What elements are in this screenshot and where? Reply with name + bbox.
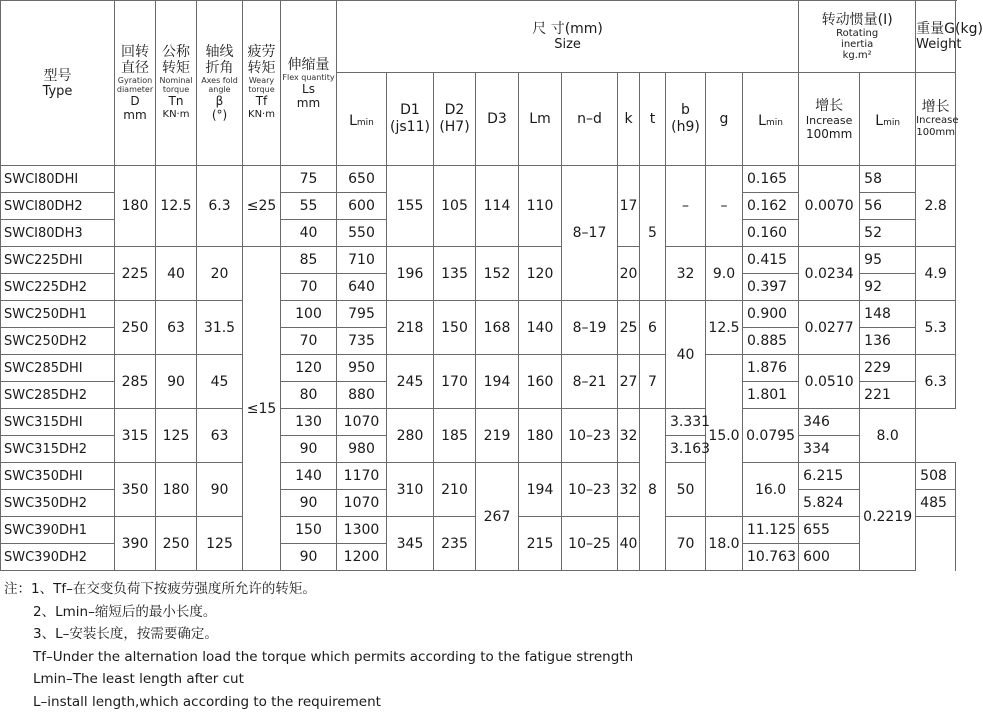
cell-ls: 90 [281,490,337,517]
cell-lmin: 550 [337,220,387,247]
cell-lmin: 1070 [337,490,387,517]
cell-d2: 210 [434,463,476,517]
header-axes-unit: (°) [211,108,228,122]
cell-k: 32 [618,463,640,517]
cell-d3: 152 [476,247,519,301]
cell-lmin: 795 [337,301,387,328]
header-type-zh: 型号 [43,67,72,84]
header-t [640,73,666,166]
cell-d2: 105 [434,166,476,247]
table-row-model: SWC225DHI [1,247,115,274]
cell-inertia: 0.900 [743,301,799,328]
cell-beta: 31.5 [197,301,243,355]
cell-tn: 125 [156,409,197,463]
header-nominal-sym: Tn [168,94,184,108]
cell-weight: 56 [860,193,916,220]
header-weary-zh1: 疲劳 [247,44,276,60]
cell-inertia: 1.801 [743,382,799,409]
table-row-model: SWCI80DHI [1,166,115,193]
cell-t: 5 [640,166,666,301]
header-axes-zh2: 折角 [205,60,234,76]
cell-k: 40 [618,517,640,571]
cell-weight: 148 [860,301,916,328]
cell-lmin: 600 [337,193,387,220]
cell-beta: 63 [197,409,243,463]
header-b-tol: (h9) [671,119,700,135]
header-b-label: b [681,102,690,118]
cell-ls: 100 [281,301,337,328]
cell-lm: 120 [519,247,562,301]
header-inertia-lmin-sub: min [765,117,783,128]
cell-inertia-increase: 0.2219 [860,463,916,571]
table-row-model: SWC285DH2 [1,382,115,409]
cell-d3: 114 [476,166,519,247]
cell-ls: 90 [281,436,337,463]
cell-inertia: 0.415 [743,247,799,274]
header-gyration-sym: D [130,94,140,108]
header-d1 [387,73,434,166]
cell-lmin: 640 [337,274,387,301]
header-inertia-zh: 转动惯量(I) [821,11,893,28]
cell-d: 180 [115,166,156,247]
cell-weight: 95 [860,247,916,274]
header-size-en: Size [554,37,581,52]
header-g [706,73,743,166]
cell-d: 285 [115,355,156,409]
cell-d1: 280 [387,409,434,463]
cell-d2: 185 [434,409,476,463]
cell-k: 27 [618,355,640,409]
header-g-label: g [719,110,729,127]
cell-inertia: 6.215 [799,463,860,490]
cell-b: – [666,166,706,247]
cell-lm: 215 [519,517,562,571]
cell-tn: 250 [156,517,197,571]
cell-inertia-increase: 0.0234 [799,247,860,301]
note-6: L–install length,which according to the requirement [33,693,381,710]
cell-t: 8 [640,409,666,571]
cell-tn: 40 [156,247,197,301]
cell-inertia: 0.160 [743,220,799,247]
cell-lmin: 1300 [337,517,387,544]
cell-weight-increase: 6.3 [916,355,956,409]
cell-lmin: 950 [337,355,387,382]
table-row-model: SWC250DH2 [1,328,115,355]
header-flex-sym: Ls [302,81,315,96]
cell-beta: 90 [197,463,243,517]
header-weight-increase [916,73,959,166]
cell-g: 9.0 [706,247,743,301]
table-row-model: SWC390DH2 [1,544,115,571]
header-axes-zh1: 轴线 [205,44,234,60]
header-weight-lmin-main: L [875,112,884,129]
table-row-model: SWC285DHI [1,355,115,382]
header-inertia-unit: kg.m² [842,49,872,61]
table-row-model: SWCI80DH3 [1,220,115,247]
cell-d: 225 [115,247,156,301]
header-type-en: Type [42,83,73,99]
cell-inertia: 0.397 [743,274,799,301]
header-weary-en: Weary torque [248,76,275,94]
cell-ls: 55 [281,193,337,220]
cell-d3: 194 [476,355,519,409]
cell-tn: 12.5 [156,166,197,247]
cell-nd: 8–19 [562,301,618,355]
cell-b: 32 [666,247,706,301]
header-inertia [799,1,916,73]
header-flex-en: Flex quantity [282,72,335,82]
header-d2-label: D2 [444,102,465,118]
header-gyration-zh2: 直径 [121,60,149,76]
header-gyration [115,1,156,166]
cell-inertia: 3.163 [666,436,706,463]
cell-d3: 168 [476,301,519,355]
cell-lm: 194 [519,463,562,517]
cell-d1: 310 [387,463,434,517]
header-d1-label: D1 [400,102,420,118]
cell-ls: 70 [281,328,337,355]
header-flex-zh: 伸缩量 [287,56,330,73]
header-lm-label: Lm [529,110,551,127]
cell-beta: 125 [197,517,243,571]
cell-lmin: 1200 [337,544,387,571]
cell-ls: 150 [281,517,337,544]
note-3: 3、L–安装长度，按需要确定。 [33,626,218,642]
header-k-label: k [624,110,633,127]
cell-b: 70 [666,517,706,571]
cell-lm: 160 [519,355,562,409]
header-inertia-en2: inertia [841,38,874,50]
cell-inertia-increase: 0.0510 [799,355,860,409]
cell-tf: ≤15 [243,247,281,571]
cell-d1: 345 [387,517,434,571]
table-row-model: SWC390DH1 [1,517,115,544]
cell-weight: 655 [799,517,860,544]
cell-tn: 63 [156,301,197,355]
table-row-model: SWC350DH2 [1,490,115,517]
cell-weight: 92 [860,274,916,301]
header-weight-lmin [860,73,916,166]
header-inertia-lmin-main: L [758,112,766,129]
note-5: Lmin–The least length after cut [33,671,244,687]
cell-d2: 235 [434,517,476,571]
cell-tn: 90 [156,355,197,409]
cell-d: 250 [115,301,156,355]
header-nominal [156,1,197,166]
cell-inertia: 1.876 [743,355,799,382]
cell-lmin: 880 [337,382,387,409]
header-flex [281,1,337,166]
cell-ls: 120 [281,355,337,382]
cell-inertia: 3.331 [666,409,706,436]
cell-ls: 75 [281,166,337,193]
header-inertia-inc-unit: 100mm [806,126,853,141]
header-lm [519,73,562,166]
cell-ls: 85 [281,247,337,274]
header-weight-en: Weight [916,37,962,52]
header-nominal-zh2: 转矩 [162,60,190,76]
cell-lm: 180 [519,409,562,463]
cell-lmin: 1170 [337,463,387,490]
cell-tf: ≤25 [243,166,281,247]
header-d2-tol: (H7) [439,119,470,135]
cell-weight-increase: 4.9 [916,247,956,301]
header-weary-sym: Tf [255,94,268,108]
cell-g: – [706,166,743,247]
header-weary-zh2: 转矩 [247,60,276,76]
cell-weight: 229 [860,355,916,382]
cell-d: 350 [115,463,156,517]
cell-weight: 600 [799,544,860,571]
cell-d3: 219 [476,409,519,463]
header-t-label: t [649,110,656,127]
cell-weight: 508 [916,463,956,490]
cell-beta: 45 [197,355,243,409]
header-inertia-en1: Rotating [836,27,879,39]
cell-d2: 135 [434,247,476,301]
cell-lm: 140 [519,301,562,355]
cell-d1: 196 [387,247,434,301]
cell-b: 40 [666,301,706,409]
note-4: Tf–Under the alternation load the torque which permits according to the fatigue strength [33,648,634,665]
header-inertia-lmin [743,73,799,166]
cell-nd: 10–23 [562,463,618,517]
cell-lmin: 735 [337,328,387,355]
cell-g: 15.0 [706,355,743,517]
header-inertia-increase [799,73,860,166]
cell-inertia-increase: 0.0795 [743,409,799,463]
note-1: 注：1、Tf–在交变负荷下按疲劳强度所允许的转矩。 [4,581,316,597]
cell-ls: 80 [281,382,337,409]
header-lmin [337,73,387,166]
cell-nd: 10–25 [562,517,618,571]
cell-g: 16.0 [743,463,799,517]
cell-ls: 130 [281,409,337,436]
cell-inertia: 5.824 [799,490,860,517]
header-nominal-unit: KN·m [162,109,190,120]
header-lmin-sub: min [356,117,374,128]
cell-lmin: 1070 [337,409,387,436]
cell-ls: 70 [281,274,337,301]
cell-weight: 136 [860,328,916,355]
header-d1-tol: (js11) [390,119,430,135]
table-row-model: SWC350DHI [1,463,115,490]
header-nd-label: n–d [577,110,602,127]
cell-lm: 110 [519,166,562,247]
table-row-model: SWCI80DH2 [1,193,115,220]
header-inertia-inc-zh: 增长 [815,97,844,114]
cell-weight: 334 [799,436,860,463]
cell-inertia-increase: 0.0070 [799,166,860,247]
cell-weight-increase: 8.0 [860,409,916,463]
cell-nd: 8–21 [562,355,618,409]
header-weight-inc-zh: 增长 [921,99,950,115]
cell-inertia: 0.165 [743,166,799,193]
cell-weight-increase: 2.8 [916,166,956,247]
cell-d2: 150 [434,301,476,355]
header-weight [916,1,983,73]
header-inertia-inc-en: Increase [805,113,853,127]
header-axes-sym: β [215,94,224,108]
cell-d2: 170 [434,355,476,409]
header-weight-zh: 重量G(kg) [916,21,983,37]
header-gyration-unit: mm [123,108,147,122]
table-row-model: SWC250DH1 [1,301,115,328]
cell-d1: 155 [387,166,434,247]
cell-k: 32 [618,409,640,463]
cell-t: 7 [640,355,666,409]
cell-weight: 52 [860,220,916,247]
cell-inertia: 0.162 [743,193,799,220]
table-row-model: SWC315DHI [1,409,115,436]
header-flex-unit: mm [296,95,321,110]
header-lmin-main: L [349,112,357,129]
cell-weight: 58 [860,166,916,193]
header-gyration-en: Gyration diameter [116,76,154,94]
cell-weight: 346 [799,409,860,436]
cell-beta: 6.3 [197,166,243,247]
cell-t: 6 [640,301,666,355]
cell-inertia: 11.125 [743,517,799,544]
header-weight-inc-en: Increase [916,115,959,126]
header-b [666,73,706,166]
header-d3-label: D3 [487,110,507,127]
cell-lmin: 980 [337,436,387,463]
cell-d1: 245 [387,355,434,409]
table-row-model: SWC315DH2 [1,436,115,463]
header-type [1,1,115,166]
header-d3 [476,73,519,166]
cell-weight-increase: 5.3 [916,301,956,355]
header-size [337,1,799,73]
cell-inertia: 10.763 [743,544,799,571]
cell-nd: 8–17 [562,166,618,301]
cell-b: 50 [666,463,706,517]
cell-weight: 221 [860,382,916,409]
cell-d: 315 [115,409,156,463]
cell-k: 20 [618,247,640,301]
cell-tn: 180 [156,463,197,517]
header-weary [243,1,281,166]
cell-d1: 218 [387,301,434,355]
header-d2 [434,73,476,166]
cell-g: 12.5 [706,301,743,355]
header-nominal-zh1: 公称 [162,44,190,60]
cell-g: 18.0 [706,517,743,571]
cell-ls: 140 [281,463,337,490]
note-2: 2、Lmin–缩短后的最小长度。 [33,603,217,620]
cell-weight: 485 [916,490,956,517]
cell-d: 390 [115,517,156,571]
footnotes [4,578,954,713]
header-weary-unit: KN·m [248,109,275,120]
cell-ls: 40 [281,220,337,247]
cell-ls: 90 [281,544,337,571]
cell-d3: 267 [476,463,519,571]
cell-inertia: 0.885 [743,328,799,355]
header-nominal-en: Nominal torque [159,76,193,94]
cell-inertia-increase: 0.0277 [799,301,860,355]
cell-beta: 20 [197,247,243,301]
header-axes [197,1,243,166]
cell-lmin: 710 [337,247,387,274]
header-weight-inc-unit: 100mm [916,127,955,138]
header-gyration-zh1: 回转 [121,44,149,60]
header-size-zh: 尺 寸(mm) [532,21,603,37]
header-nd [562,73,618,166]
header-k [618,73,640,166]
cell-k: 25 [618,301,640,355]
table-row-model: SWC225DH2 [1,274,115,301]
cell-k: 17 [618,166,640,247]
header-weight-lmin-sub: min [883,117,901,128]
cell-lmin: 650 [337,166,387,193]
cell-nd: 10–23 [562,409,618,463]
header-axes-en: Axes fold angle [201,76,238,94]
